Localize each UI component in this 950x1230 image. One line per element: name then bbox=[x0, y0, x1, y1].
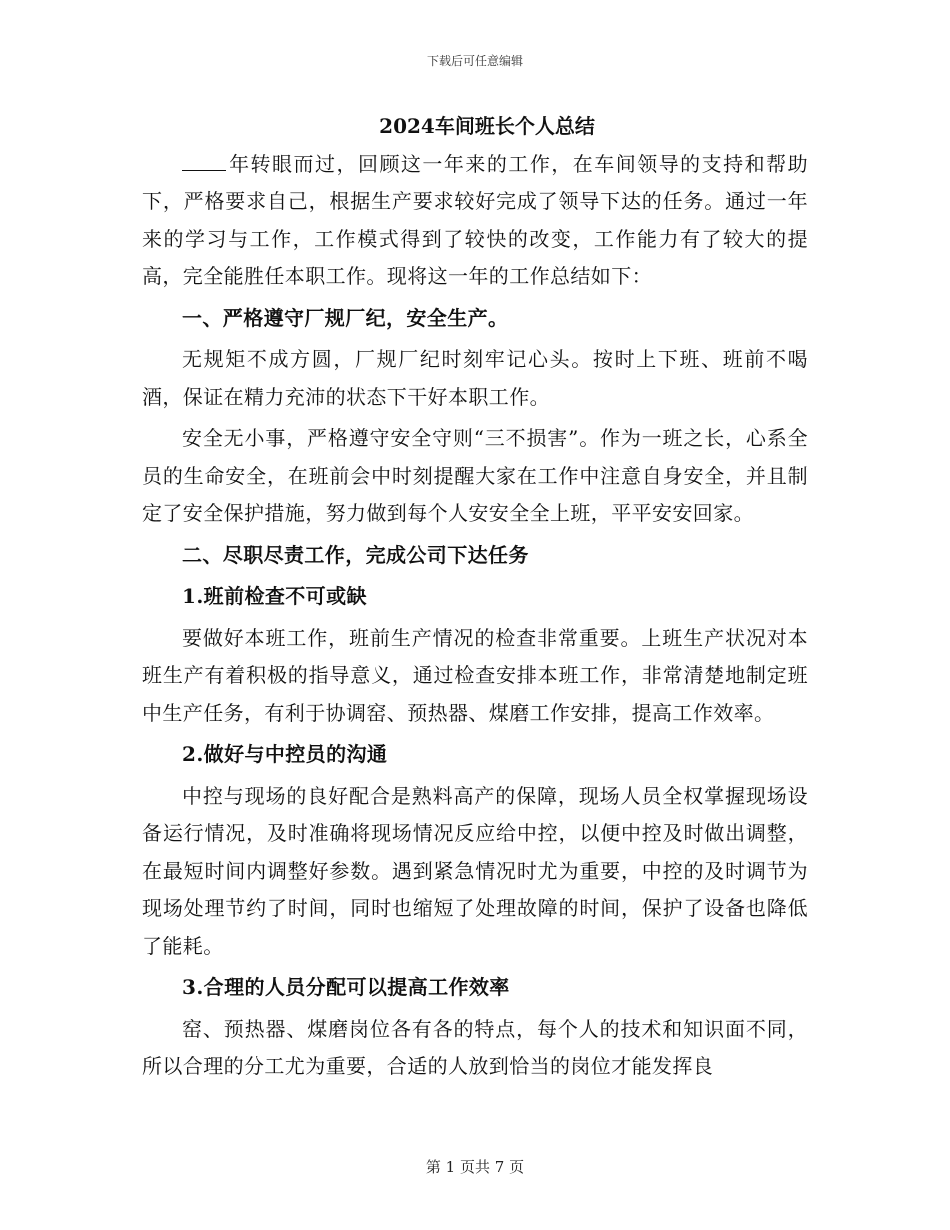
page-header: 下载后可任意编辑 bbox=[426, 54, 523, 68]
intro-text: 年转眼而过，回顾这一年来的工作，在车间领导的支持和帮助下，严格要求自己，根据生产要求较好完成了领导下达的任务。通过一年来的学习与工作，工作模式得到了较快的改变，工作能力有了较大的提高，完全能胜任本职工作。现将这一年的工作总结如下： bbox=[142, 151, 808, 288]
subsection-1-heading: 1.班前检查不可或缺 bbox=[182, 584, 367, 608]
section-1-heading: 一、严格遵守厂规厂纪，安全生产。 bbox=[182, 305, 509, 330]
document-body bbox=[142, 108, 808, 1086]
section-1-paragraph-1: 无规矩不成方圆，厂规厂纪时刻牢记心头。按时上下班、班前不喝酒，保证在精力充沛的状态下干好本职工作。 bbox=[142, 347, 808, 409]
subsection-3-paragraph: 窑、预热器、煤磨岗位各有各的特点，每个人的技术和知识面不同，所以合理的分工尤为重要，合适的人放到恰当的岗位才能发挥良 bbox=[142, 1016, 808, 1078]
section-2-heading: 二、尽职尽责工作，完成公司下达任务 bbox=[182, 542, 529, 567]
section-1-paragraph-2: 安全无小事，严格遵守安全守则“三不损害”。作为一班之长，心系全员的生命安全，在班前会中时刻提醒大家在工作中注意自身安全，并且制定了安全保护措施，努力做到每个人安安全全上班，平平安安回家。 bbox=[142, 426, 808, 525]
subsection-2-heading: 2.做好与中控员的沟通 bbox=[182, 742, 388, 766]
document-title: 2024车间班长个人总结 bbox=[379, 114, 595, 138]
fill-blank bbox=[182, 169, 226, 171]
subsection-1-paragraph: 要做好本班工作，班前生产情况的检查非常重要。上班生产状况对本班生产有着积极的指导意义，通过检查安排本班工作，非常清楚地制定班中生产任务，有利于协调窑、预热器、煤磨工作安排，提高工作效率。 bbox=[142, 625, 808, 725]
subsection-2-paragraph: 中控与现场的良好配合是熟料高产的保障，现场人员全权掌握现场设备运行情况，及时准确将现场情况反应给中控，以便中控及时做出调整，在最短时间内调整好参数。遇到紧急情况时尤为重要，中控的及时调节为现场处理节约了时间，同时也缩短了处理故障的时间，保护了设备也降低了能耗。 bbox=[142, 783, 808, 958]
subsection-3-heading: 3.合理的人员分配可以提高工作效率 bbox=[182, 975, 510, 999]
intro-paragraph bbox=[142, 146, 808, 296]
page-footer: 第 1 页共 7 页 bbox=[425, 1158, 525, 1176]
